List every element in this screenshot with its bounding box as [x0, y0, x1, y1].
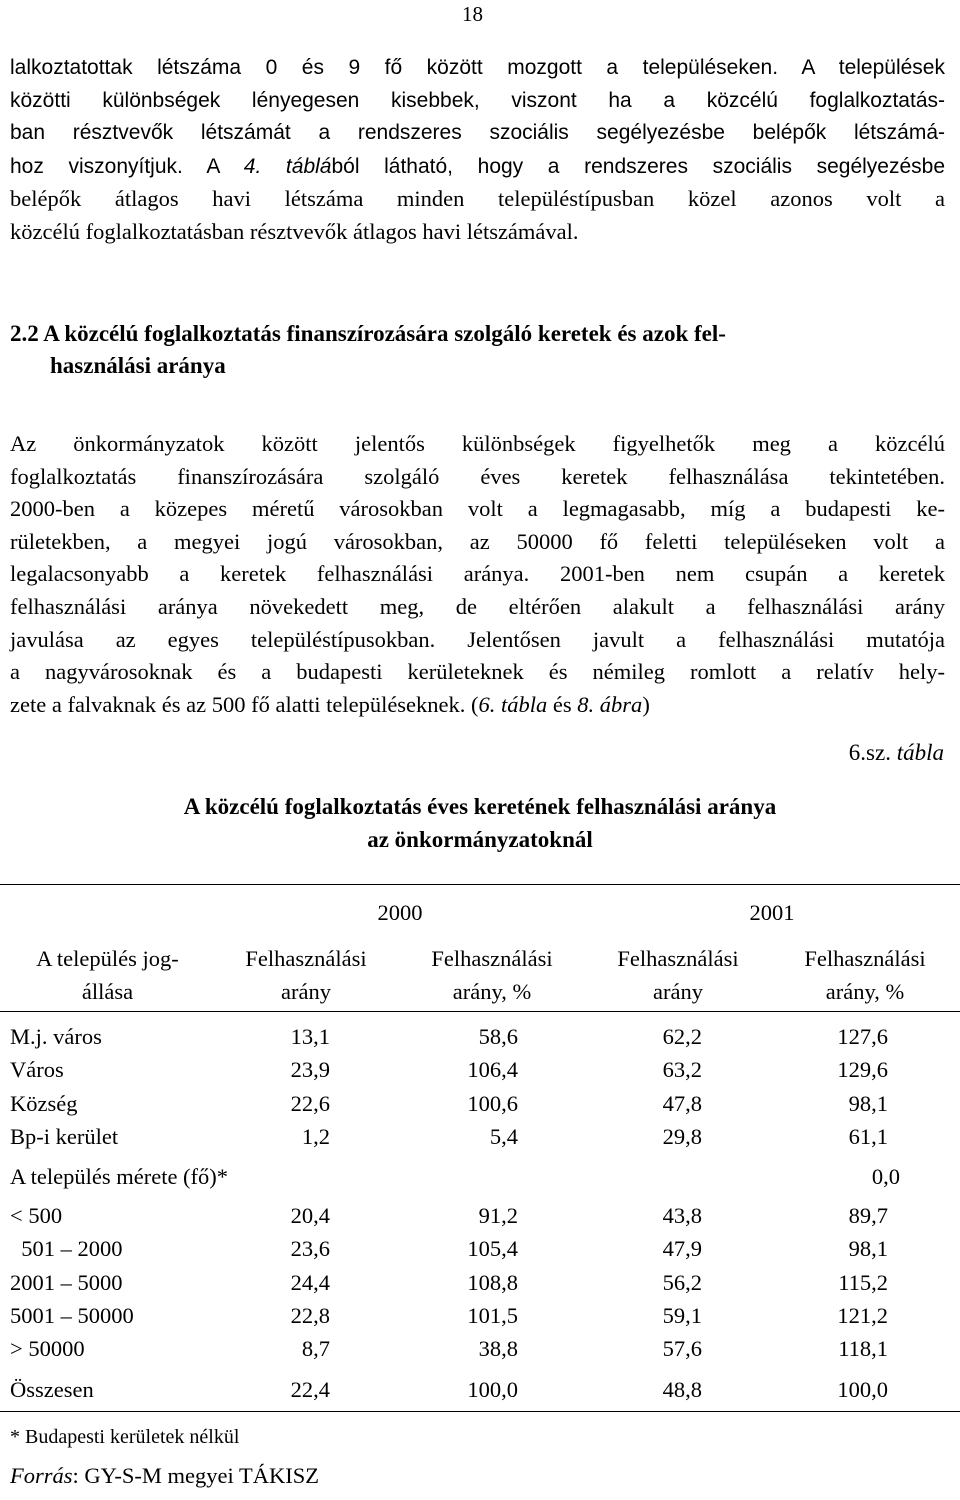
table-cell: 100,0	[467, 1377, 518, 1402]
table-cell: 106,4	[467, 1057, 518, 1082]
table-title-line: az önkormányzatoknál	[367, 827, 593, 852]
table-cell: 62,2	[662, 1024, 702, 1049]
table-cell: 13,1	[290, 1024, 330, 1049]
table-cell: 5,4	[489, 1124, 518, 1149]
source-text: : GY-S-M megyei TÁKISZ	[72, 1463, 319, 1488]
size-group-label: A település mérete (fő)*	[10, 1164, 229, 1189]
table-cell: 91,2	[478, 1203, 518, 1228]
table-cell: 121,2	[837, 1303, 888, 1328]
row-label: Város	[10, 1057, 64, 1082]
paragraph-text: )	[642, 691, 650, 717]
table-cell: 1,2	[301, 1124, 330, 1149]
year-header-2001: 2001	[749, 900, 795, 925]
table-word: tábla	[896, 740, 944, 765]
table-cell: 0,0	[871, 1164, 900, 1189]
page-number: 18	[462, 2, 483, 26]
paragraph-line: 2000-ben a közepes méretű városokban volt a legmagasabb, míg a budapesti ke-	[10, 496, 945, 522]
row-label: 501 – 2000	[10, 1236, 123, 1261]
source-label: Forrás	[10, 1463, 73, 1488]
paragraph-line: ban résztvevők létszámát a rendszeres szociális segélyezésbe belépők létszámá-	[10, 121, 945, 145]
table-footnote: * Budapesti kerületek nélkül	[10, 1426, 240, 1448]
table-label	[849, 740, 944, 766]
table-cell: 105,4	[467, 1236, 518, 1261]
table-cell: 43,8	[662, 1203, 702, 1228]
table-cell: 22,6	[290, 1091, 330, 1116]
paragraph-text: ból látható, hogy a rendszeres szociális segélyezésbe	[331, 154, 945, 178]
total-row-label: Összesen	[10, 1377, 94, 1402]
row-label: Bp-i kerület	[10, 1124, 119, 1149]
table-cell: 58,6	[478, 1024, 518, 1049]
col-header-line: Felhasználási	[245, 946, 367, 971]
table-title	[0, 790, 960, 856]
table-cell: 100,0	[837, 1377, 888, 1402]
table-cell: 22,8	[290, 1303, 330, 1328]
paragraph-line: foglalkoztatás finanszírozására szolgáló éves keretek felhasználása tekintetében.	[10, 463, 945, 489]
row-header-line: állása	[81, 979, 134, 1004]
table-cell: 47,8	[662, 1091, 702, 1116]
table-cell: 127,6	[837, 1024, 888, 1049]
row-label: Község	[10, 1091, 78, 1116]
table-cell: 24,4	[290, 1270, 330, 1295]
row-label: 2001 – 5000	[10, 1270, 123, 1295]
col-header-line: arány, %	[452, 979, 532, 1004]
paragraph-text: hoz viszonyítjuk. A	[10, 154, 244, 178]
table-cell: 47,9	[662, 1236, 702, 1261]
table-number: 6.sz.	[848, 740, 891, 765]
table-reference: 6. tábla	[478, 691, 548, 717]
figure-reference: 8. ábra	[577, 691, 643, 717]
paragraph-line: legalacsonyabb a keretek felhasználási aránya. 2001-ben nem csupán a keretek	[10, 561, 945, 587]
paragraph-text: zete a falvaknak és az 500 fő alatti településeknek. (	[10, 691, 479, 717]
table-cell: 57,6	[662, 1336, 702, 1361]
table-cell: 89,7	[848, 1203, 888, 1228]
paragraph-line: rületekben, a megyei jogú városokban, az 50000 fő feletti településeken volt a	[10, 528, 945, 554]
col-header-line: arány	[653, 979, 703, 1004]
paragraph-line: felhasználási aránya növekedett meg, de eltérően alakult a felhasználási arány	[10, 593, 945, 619]
table-cell: 115,2	[838, 1270, 888, 1295]
source-note	[10, 1463, 319, 1489]
paragraph-line: a nagyvárosoknak és a budapesti kerületeknek és némileg romlott a relatív hely-	[10, 659, 945, 685]
table-cell: 61,1	[848, 1124, 888, 1149]
table-cell: 38,8	[478, 1336, 518, 1361]
table-cell: 118,1	[838, 1336, 888, 1361]
table-cell: 48,8	[662, 1377, 702, 1402]
table-cell: 20,4	[290, 1203, 330, 1228]
year-header-2000: 2000	[377, 900, 423, 925]
col-header-line: Felhasználási	[804, 946, 926, 971]
table-cell: 98,1	[848, 1091, 888, 1116]
paragraph-line: lalkoztatottak létszáma 0 és 9 fő között mozgott a településeken. A települések	[10, 56, 945, 79]
table-cell: 59,1	[662, 1303, 702, 1328]
table-cell: 23,6	[290, 1236, 330, 1261]
col-header-line: Felhasználási	[617, 946, 739, 971]
table-cell: 23,9	[290, 1057, 330, 1082]
table-cell: 22,4	[290, 1377, 330, 1402]
heading-line: használási aránya	[50, 353, 226, 378]
row-label: 5001 – 50000	[10, 1303, 134, 1328]
paragraph-line: javulása az egyes településtípusokban. Jelentősen javult a felhasználási mutatója	[10, 626, 945, 652]
row-label: M.j. város	[10, 1024, 102, 1049]
paragraph-2	[10, 428, 945, 721]
heading-line: 2.2 A közcélú foglalkoztatás finanszírozására szolgáló keretek és azok fel-	[10, 321, 726, 346]
table-cell: 63,2	[662, 1057, 702, 1082]
row-label: > 50000	[10, 1336, 85, 1361]
row-header-line: A település jog-	[36, 946, 179, 971]
paragraph-line: közötti különbségek lényegesen kisebbek, viszont ha a közcélú foglalkoztatás-	[10, 88, 945, 112]
table-title-line: A közcélú foglalkoztatás éves keretének felhasználási aránya	[183, 794, 777, 819]
table-cell: 129,6	[837, 1057, 888, 1082]
table-cell: 8,7	[301, 1336, 330, 1361]
table-reference-link: 4. táblá	[243, 154, 332, 178]
table-cell: 101,5	[467, 1303, 518, 1328]
paragraph-text: és	[547, 691, 578, 717]
paragraph-line: közcélú foglalkoztatásban résztvevők átlagos havi létszámával.	[10, 218, 579, 244]
paragraph-line-mixed	[10, 689, 945, 722]
paragraph-1	[10, 52, 945, 249]
paragraph-line: Az önkormányzatok között jelentős különbségek figyelhetők meg a közcélú	[10, 431, 945, 456]
table-cell: 100,6	[467, 1091, 518, 1116]
table-cell: 98,1	[848, 1236, 888, 1261]
row-label: < 500	[10, 1203, 63, 1228]
table-header-rule	[0, 1011, 960, 1012]
table-bottom-rule	[0, 1411, 960, 1412]
paragraph-line: belépők átlagos havi létszáma minden településtípusban közel azonos volt a	[10, 186, 945, 212]
table-cell: 29,8	[662, 1124, 702, 1149]
col-header-line: arány	[281, 979, 331, 1004]
col-header-line: Felhasználási	[431, 946, 553, 971]
section-heading	[10, 318, 950, 382]
table-cell: 56,2	[662, 1270, 702, 1295]
table-cell: 108,8	[467, 1270, 518, 1295]
table-top-rule	[0, 884, 960, 885]
paragraph-line-mixed	[10, 150, 945, 184]
col-header-line: arány, %	[825, 979, 905, 1004]
